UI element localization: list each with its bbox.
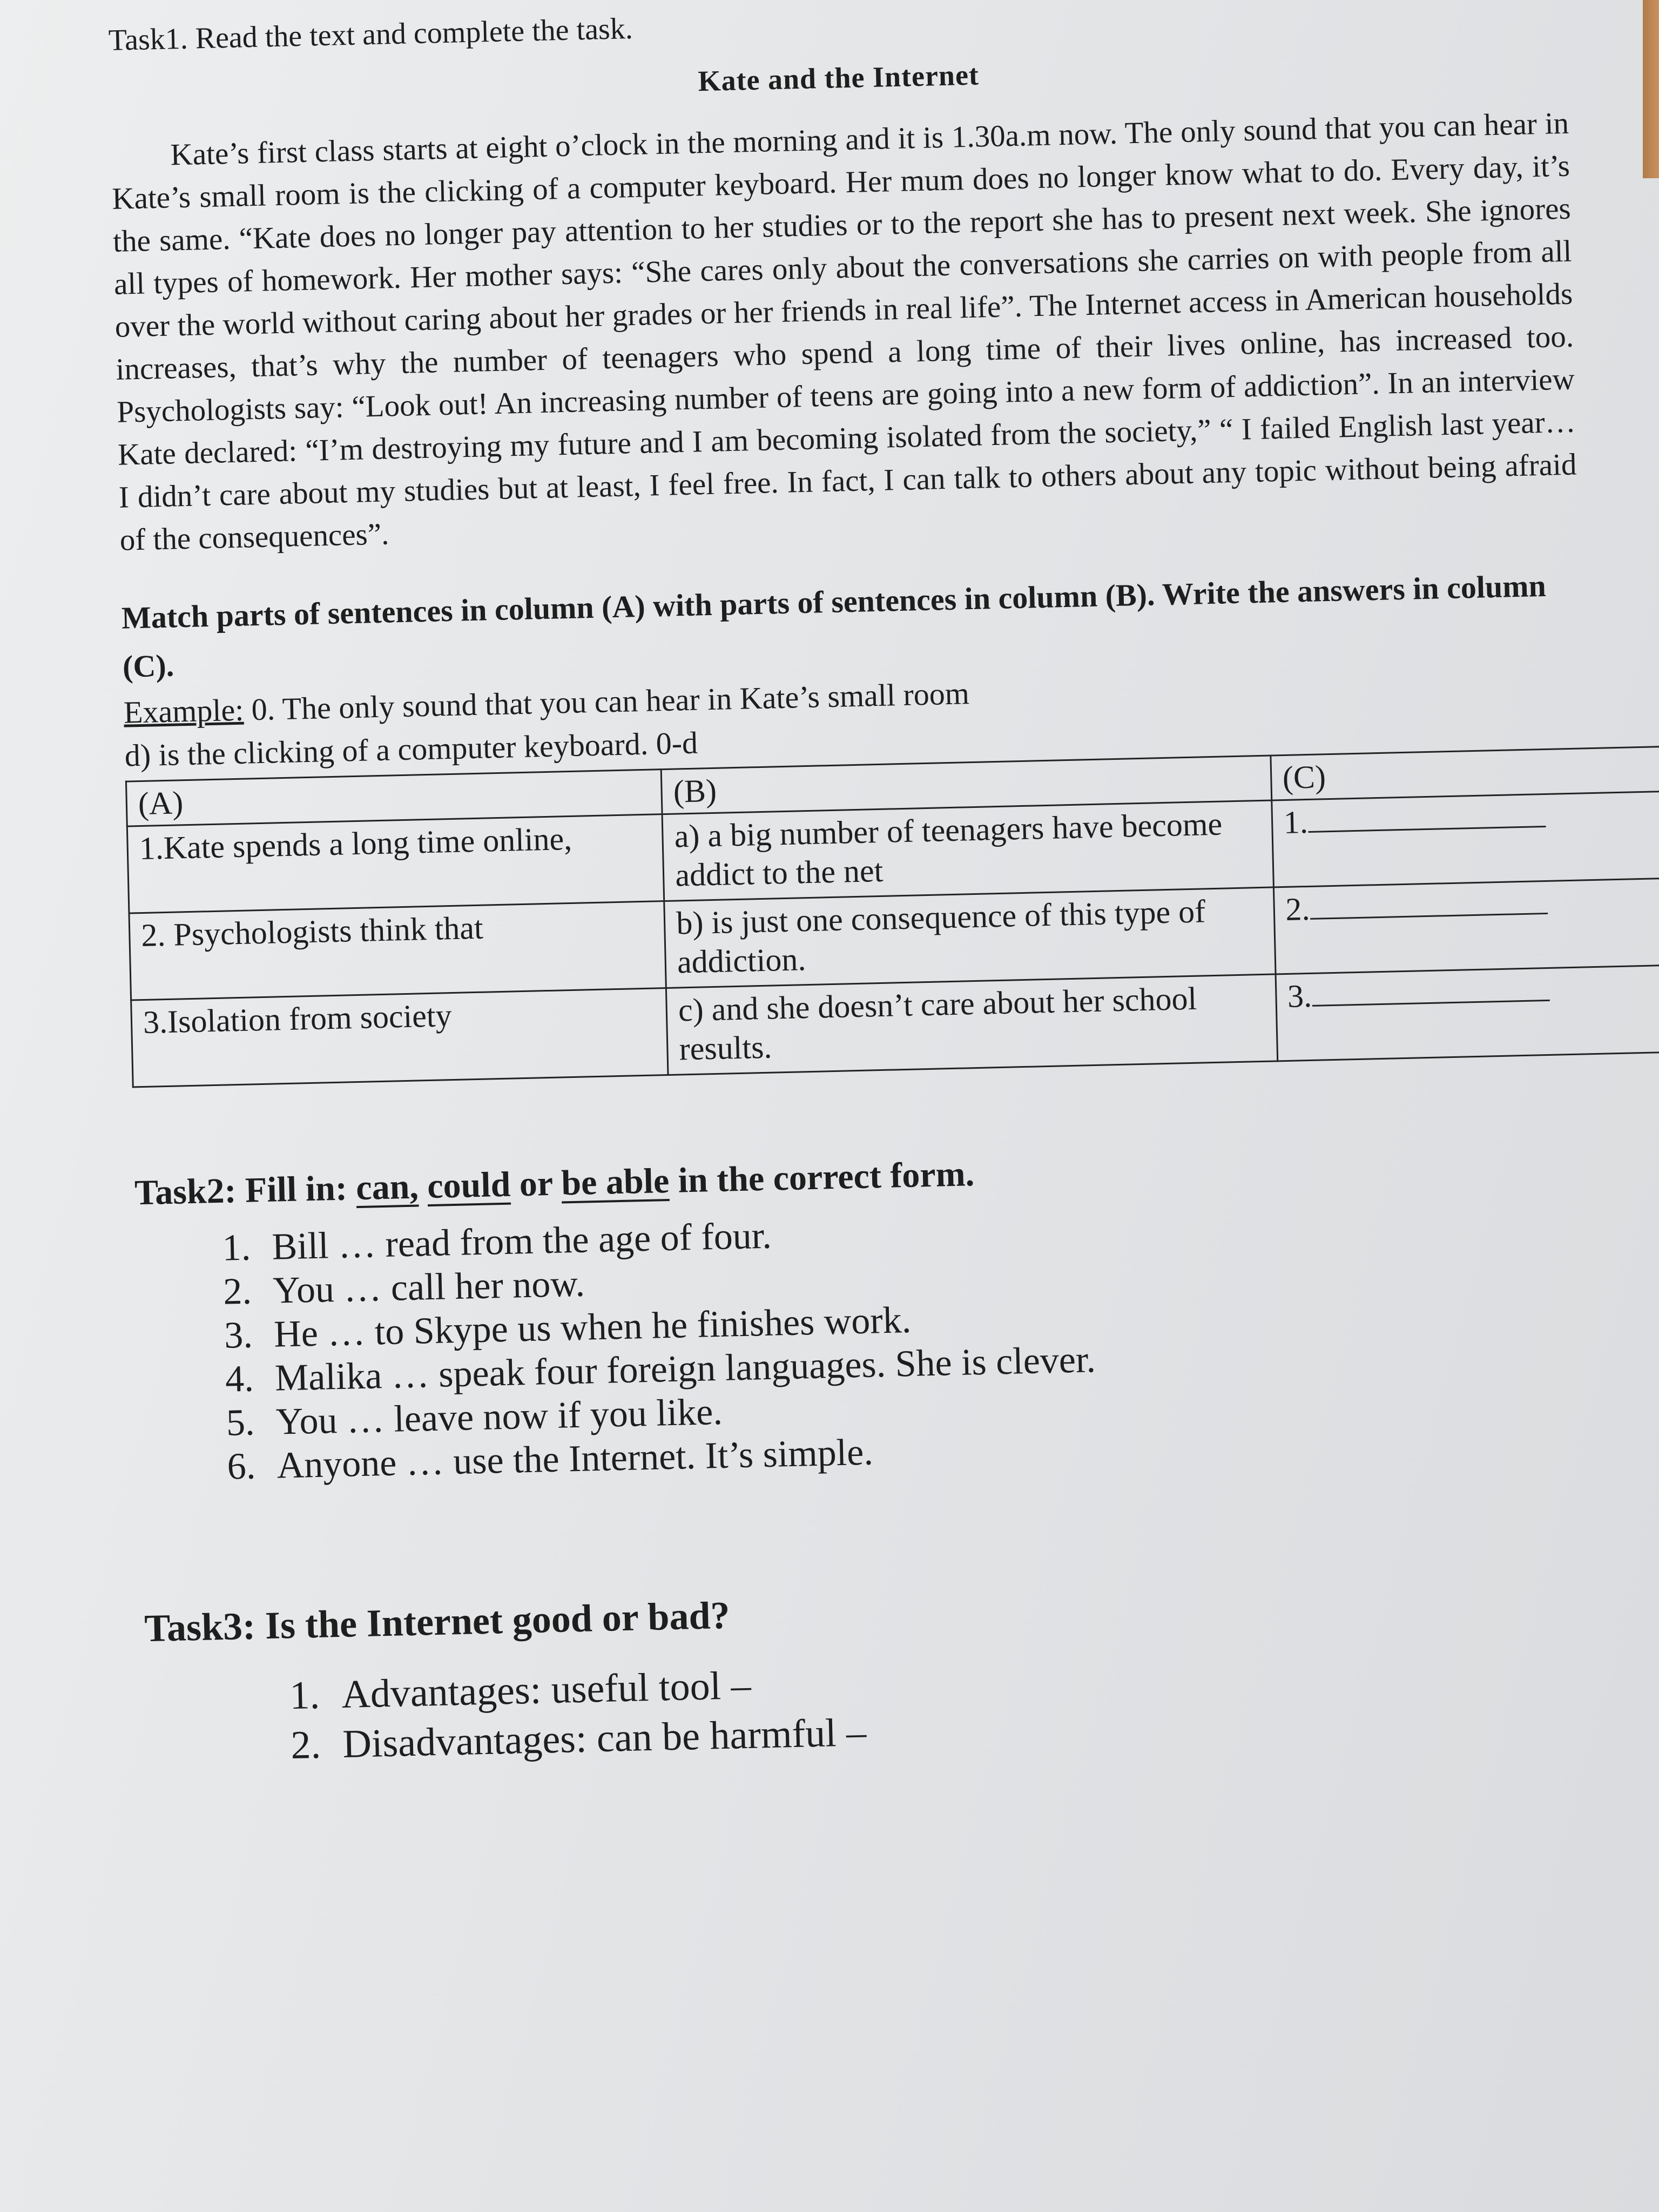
list-item: 1. Advantages: useful tool – bbox=[329, 1641, 1604, 1720]
answer-blank[interactable] bbox=[1312, 978, 1550, 1007]
cell-b: b) is just one consequence of this type of addiction. bbox=[664, 887, 1276, 988]
answer-cell[interactable] bbox=[1276, 965, 1659, 1061]
worksheet-content bbox=[108, 0, 1606, 1773]
word-be-able: be able bbox=[561, 1161, 670, 1203]
answer-cell[interactable] bbox=[1273, 878, 1659, 974]
word-can: can, bbox=[355, 1166, 419, 1208]
desk-edge bbox=[1643, 0, 1659, 178]
cell-a: 1.Kate spends a long time online, bbox=[127, 814, 664, 913]
answer-number: 3. bbox=[1287, 977, 1312, 1014]
cell-b: a) a big number of teenagers have become addict to the net bbox=[662, 800, 1273, 901]
header-b: (B) bbox=[661, 756, 1271, 814]
example-answer: d) is the clicking of a computer keyboard. 0-d bbox=[124, 725, 698, 773]
answer-cell[interactable] bbox=[1271, 791, 1659, 887]
answer-number: 2. bbox=[1285, 891, 1311, 927]
list-item: 4. Malika … speak four foreign languages. She is clever. bbox=[262, 1326, 1597, 1400]
list-item: 1. Bill … read from the age of four. bbox=[260, 1195, 1594, 1269]
task3-list bbox=[145, 1641, 1605, 1773]
task2-heading-prefix: Task2: Fill in: bbox=[134, 1168, 357, 1213]
task3-heading: Task3: Is the Internet good or bad? bbox=[144, 1593, 731, 1650]
example-label: Example: bbox=[123, 692, 244, 730]
task2-heading-suffix: in the correct form. bbox=[669, 1154, 975, 1201]
task2-list bbox=[136, 1195, 1599, 1491]
list-item: 2. You … call her now. bbox=[260, 1239, 1595, 1313]
list-item: 6. Anyone … use the Internet. It’s simple. bbox=[265, 1414, 1599, 1488]
cell-a: 3.Isolation from society bbox=[131, 988, 669, 1087]
list-item: 5. You … leave now if you like. bbox=[264, 1370, 1598, 1444]
cell-a: 2. Psychologists think that bbox=[129, 901, 666, 1000]
answer-number: 1. bbox=[1283, 804, 1309, 840]
list-item: 3. He … to Skype us when he finishes work. bbox=[261, 1283, 1596, 1357]
answer-blank[interactable] bbox=[1310, 891, 1548, 920]
story-title: Kate and the Internet bbox=[697, 58, 980, 98]
answer-blank[interactable] bbox=[1307, 804, 1546, 833]
task1-heading: Task1. Read the text and complete the task. bbox=[108, 11, 633, 57]
task1-instruction: Match parts of sentences in column (A) with parts of sentences in column (B). Write the answers in column (C). bbox=[121, 568, 1547, 684]
list-item: 2. Disadvantages: can be harmful – bbox=[330, 1691, 1605, 1770]
example-text: 0. The only sound that you can hear in Kate’s small room bbox=[243, 676, 970, 727]
word-could: could bbox=[427, 1164, 511, 1206]
word-or: or bbox=[510, 1163, 562, 1204]
story-paragraph: Kate’s first class starts at eight o’clock in the morning and it is 1.30a.m now. The only sound that you can hear in Kate’s small room is the clicking of a computer keyboard. Her mum does no longer know what to do. Every day, it’s the same. “Kate does no longer pay attention to her studies or to the report she has to present next week. She ignores all types of homework. Her mother says: “She cares only about the conversations she carries on with people from all over the world without caring about her grades or her friends in real life”. The Internet access in American households increases, that’s why the number of teenagers who spend a long time of their lives online, has increased too. Psychologists say: “Look out! An increasing number of teens are going into a new form of addiction”. In an interview Kate declared: “I’m destroying my future and I am becoming isolated from the society,” “ I failed English last year… I didn’t care about my studies but at least, I feel free. In fact, I can talk to others about any topic without being afraid of the consequences”. bbox=[111, 106, 1577, 557]
header-a: (A) bbox=[126, 770, 662, 826]
matching-table bbox=[125, 745, 1659, 1088]
header-c: (C) bbox=[1270, 746, 1659, 800]
cell-b: c) and she doesn’t care about her school results. bbox=[666, 974, 1278, 1075]
